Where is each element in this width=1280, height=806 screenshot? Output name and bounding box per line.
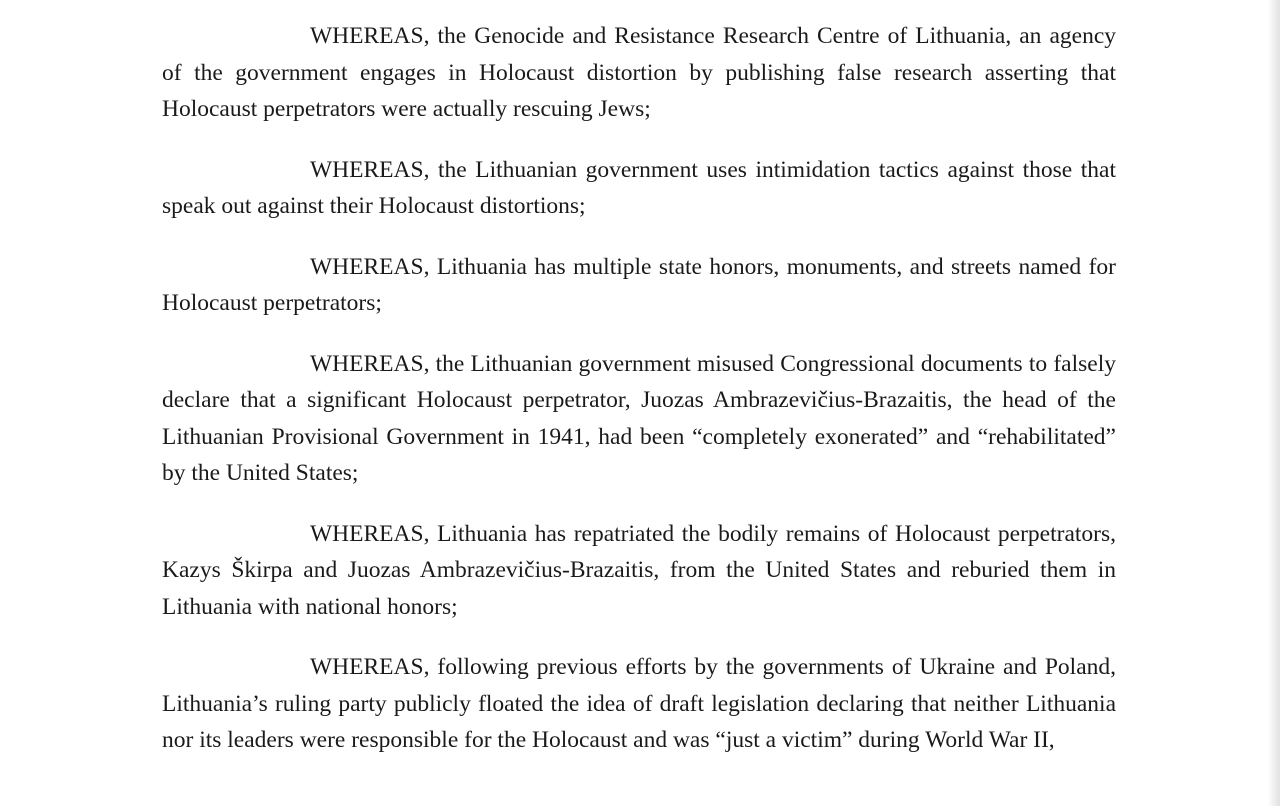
page-edge-shadow bbox=[1268, 0, 1280, 806]
document-body bbox=[162, 18, 1116, 783]
whereas-paragraph-1: WHEREAS, the Genocide and Resistance Research Centre of Lithuania, an agency of the government engages in Holocaust distortion by publishing false research asserting that Holocaust perpetrators were actually rescuing Jews; bbox=[162, 23, 1116, 122]
whereas-paragraph-3: WHEREAS, Lithuania has multiple state honors, monuments, and streets named for Holocaust perpetrators; bbox=[162, 253, 1116, 316]
whereas-paragraph-6: WHEREAS, following previous efforts by the governments of Ukraine and Poland, Lithuania’s ruling party publicly floated the idea of draft legislation declaring that neither Lithuania nor its leaders were responsible for the Holocaust and was “just a victim” during World War II, bbox=[162, 654, 1116, 753]
whereas-paragraph-2: WHEREAS, the Lithuanian government uses intimidation tactics against those that speak out against their Holocaust distortions; bbox=[162, 156, 1116, 219]
whereas-paragraph-5: WHEREAS, Lithuania has repatriated the bodily remains of Holocaust perpetrators, Kazys Škirpa and Juozas Ambrazevičius-Brazaitis, from the United States and reburied them in Lithuania with national honors; bbox=[162, 520, 1116, 620]
whereas-paragraph-4: WHEREAS, the Lithuanian government misused Congressional documents to falsely declare that a significant Holocaust perpetrator, Juozas Ambrazevičius-Brazaitis, the head of the Lithuanian Provisional Government in 1941, had been “completely exonerated” and “rehabilitated” by the United States; bbox=[162, 350, 1116, 486]
